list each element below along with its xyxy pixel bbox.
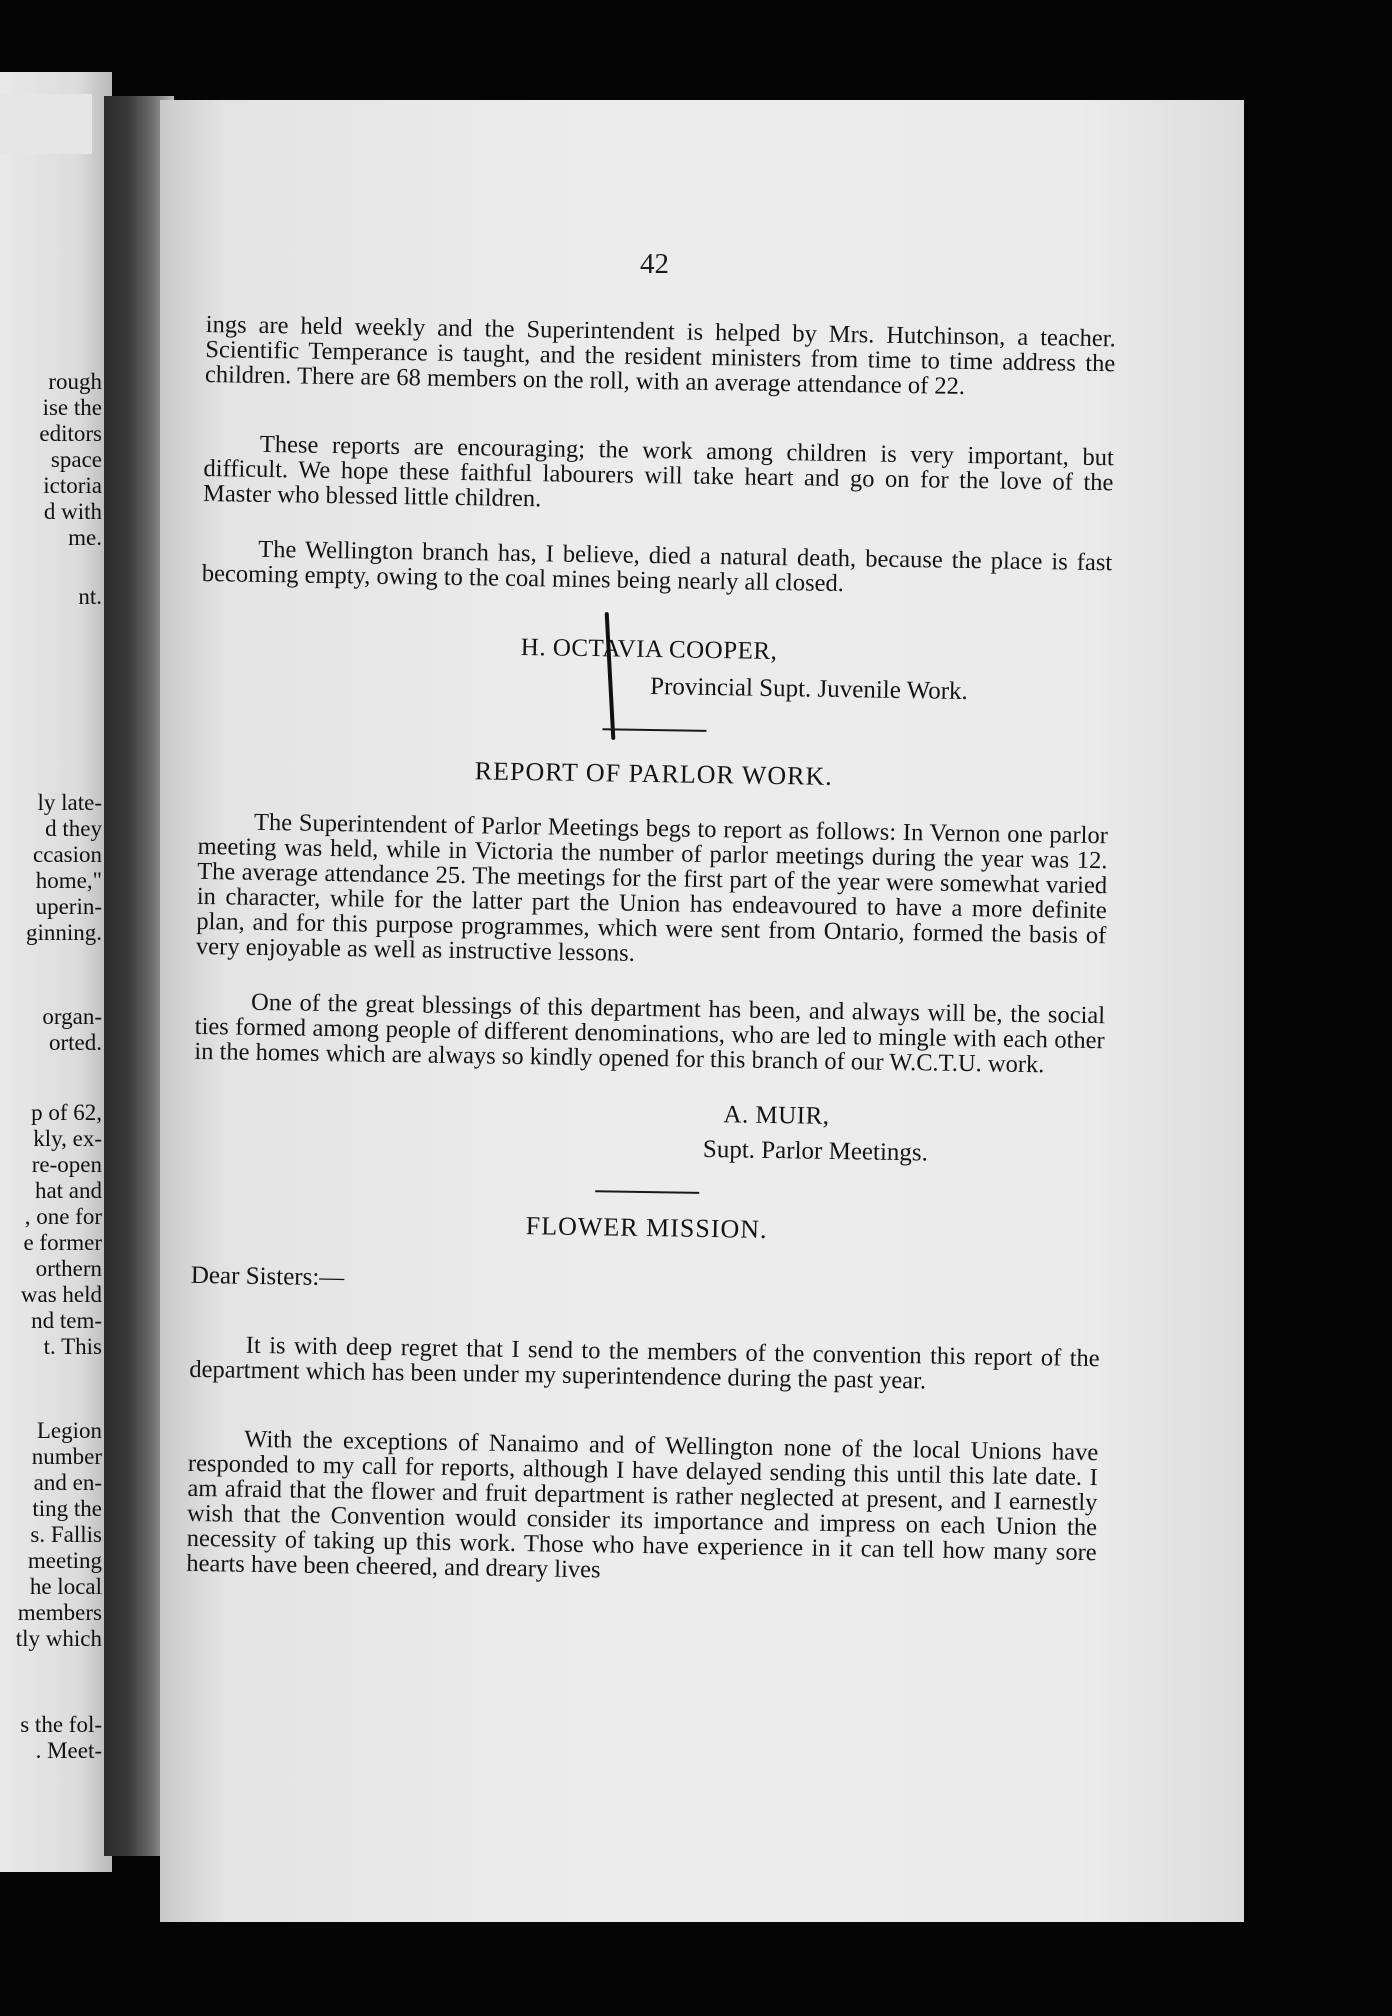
facing-line: tly which bbox=[15, 1626, 102, 1651]
facing-line: e former bbox=[23, 1230, 102, 1255]
facing-line: home," bbox=[35, 868, 102, 893]
flower-paragraph: With the exceptions of Nanaimo and of Wellington none of the local Unions have responded to my call for reports, although I have delayed sending this until this late date. I am afraid that the flower and fruit department is rather neglected at present, and I earnestly wish that the Convention would consider its importance and impress on each Union the necessity of taking up this work. Those who have experience in it can tell how many sore hearts have been cheered, and dreary lives bbox=[186, 1425, 1099, 1584]
facing-line: t. This bbox=[43, 1334, 102, 1359]
facing-line: ting the bbox=[32, 1496, 102, 1521]
facing-line: me. bbox=[68, 525, 102, 550]
facing-line: hat and bbox=[34, 1178, 102, 1203]
facing-line: ginning. bbox=[25, 920, 102, 945]
signature-name: H. OCTAVIA COOPER, bbox=[520, 633, 778, 666]
salutation: Dear Sisters:— bbox=[190, 1261, 345, 1292]
facing-line: uperin- bbox=[35, 894, 102, 919]
juvenile-paragraph: The Wellington branch has, I believe, died a natural death, because the place is fast becoming empty, owing to the coal mines being nearly all closed. bbox=[201, 535, 1113, 598]
juvenile-continued-paragraph: ings are held weekly and the Superintendent is helped by Mrs. Hutchinson, a teacher. Scientific Temperance is taught, and the resident ministers from time to time address the children. There are 68 members on the roll, with an average attendance of 22. bbox=[204, 311, 1116, 400]
section-heading: FLOWER MISSION. bbox=[525, 1211, 768, 1244]
facing-line: s. Fallis bbox=[30, 1522, 102, 1547]
signature-title: Supt. Parlor Meetings. bbox=[702, 1135, 929, 1167]
page-number: 42 bbox=[640, 248, 669, 280]
facing-line: space bbox=[50, 447, 102, 472]
facing-line: nd tem- bbox=[31, 1308, 102, 1333]
facing-page-corner bbox=[0, 94, 92, 154]
facing-line: ise the bbox=[42, 395, 102, 420]
facing-line: and en- bbox=[33, 1470, 102, 1495]
parlor-paragraph: The Superintendent of Parlor Meetings begs to report as follows: In Vernon one parlor meeting was held, while in Victoria the number of parlor meetings during the year was 12. The average attendance 25. The meetings for the first part of the year were somewhat varied in character, while for the latter part the Union has endeavoured to have a more definite plan, and for this purpose programmes, which were sent from Ontario, formed the basis of very enjoyable as well as instructive lessons. bbox=[195, 808, 1109, 967]
flower-paragraph: It is with deep regret that I send to the members of the convention this report of the department which has been under my superintendence during the past year. bbox=[189, 1331, 1100, 1395]
facing-line: s the fol- bbox=[20, 1712, 102, 1737]
facing-line: rough bbox=[48, 369, 102, 394]
facing-line: nt. bbox=[78, 584, 102, 609]
facing-line: ictoria bbox=[43, 473, 102, 498]
facing-line: he local bbox=[29, 1574, 102, 1599]
section-heading: REPORT OF PARLOR WORK. bbox=[474, 756, 834, 791]
facing-line: d with bbox=[43, 499, 102, 524]
facing-line: ly late- bbox=[37, 790, 102, 815]
facing-line: orted. bbox=[48, 1030, 102, 1055]
facing-line: Legion bbox=[36, 1418, 102, 1443]
facing-line: orthern bbox=[35, 1256, 102, 1281]
page-body bbox=[186, 312, 1116, 1590]
facing-line: . Meet- bbox=[35, 1738, 102, 1763]
facing-line: d they bbox=[45, 816, 102, 841]
facing-line: re-open bbox=[31, 1152, 102, 1177]
facing-line: p of 62, bbox=[31, 1100, 102, 1125]
facing-line: , one for bbox=[24, 1204, 102, 1229]
signature-title: Provincial Supt. Juvenile Work. bbox=[649, 673, 968, 706]
signature-name: A. MUIR, bbox=[723, 1101, 830, 1130]
juvenile-paragraph: These reports are encouraging; the work among children is very important, but difficult. We hope these faithful labourers will take heart and go on for the love of the Master who blessed little children. bbox=[202, 430, 1115, 513]
facing-line: ccasion bbox=[33, 842, 102, 867]
parlor-paragraph: One of the great blessings of this department has been, and always will be, the social ties formed among people of different denominations, who are led to mingle with each other in the homes which are always so kindly opened for this branch of our W.C.T.U. work. bbox=[194, 988, 1106, 1079]
facing-line: number bbox=[31, 1444, 102, 1469]
facing-line: editors bbox=[39, 421, 102, 446]
facing-line: was held bbox=[20, 1282, 102, 1307]
facing-page bbox=[0, 72, 112, 1872]
facing-line: meeting bbox=[27, 1548, 102, 1573]
facing-line: organ- bbox=[42, 1004, 102, 1029]
facing-line: members bbox=[17, 1600, 102, 1625]
facing-line: kly, ex- bbox=[33, 1126, 102, 1151]
